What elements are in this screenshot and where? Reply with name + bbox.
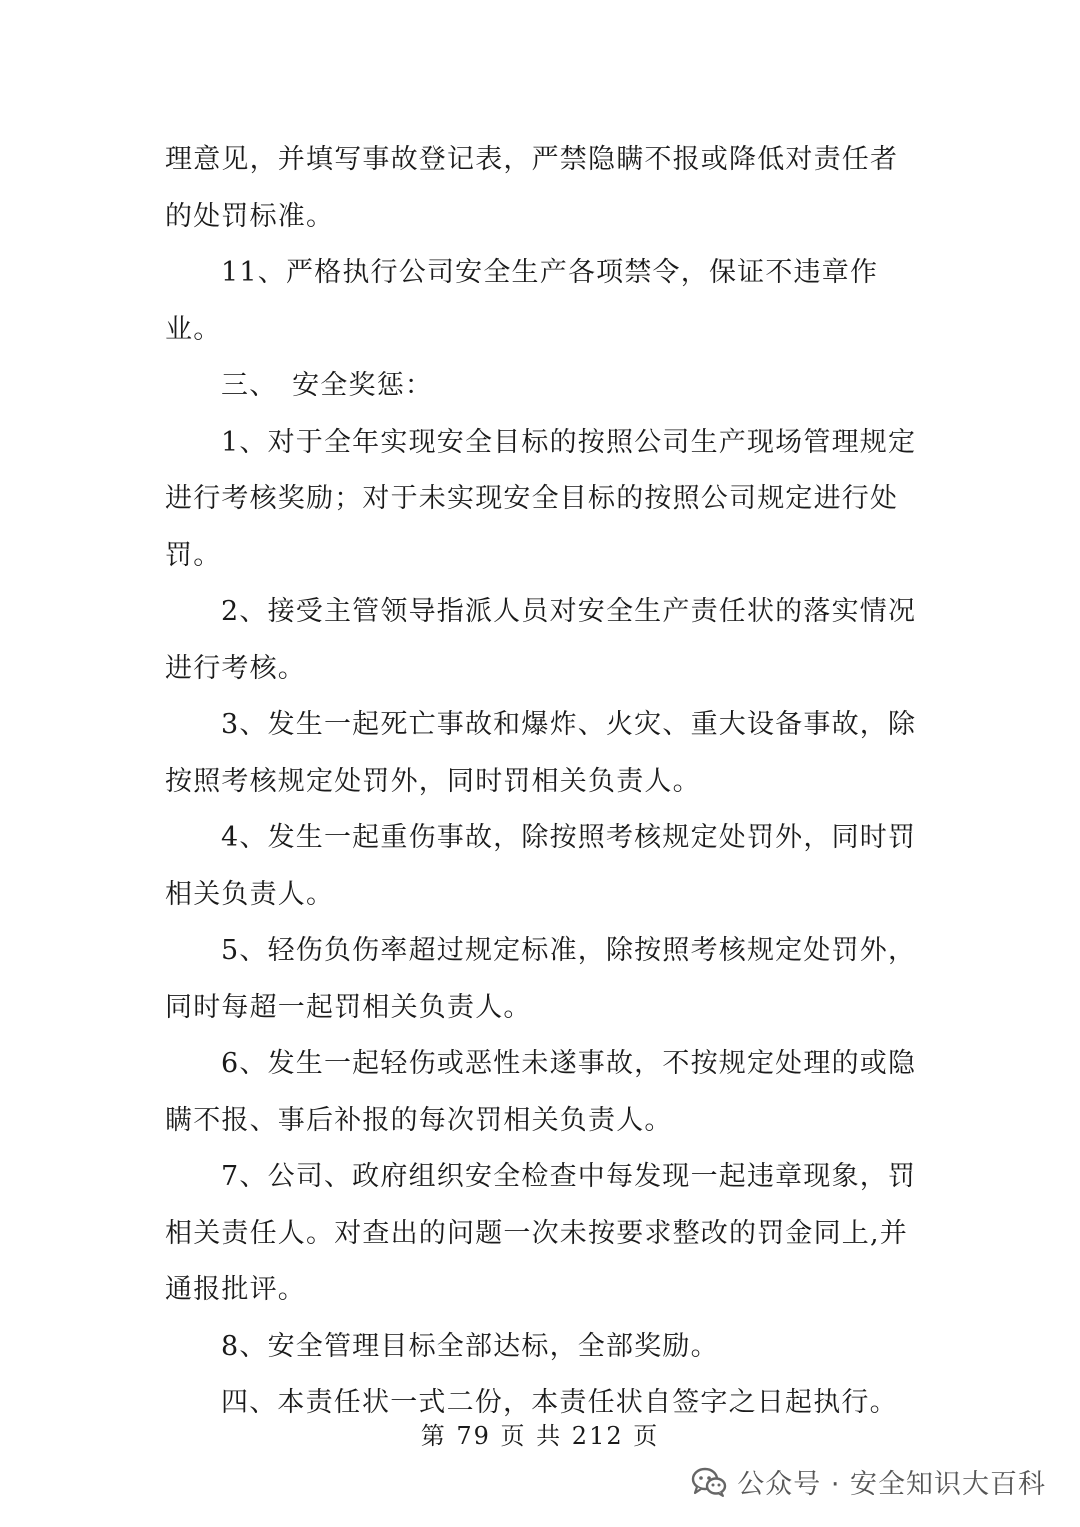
page-number: 第 79 页 共 212 页 [420,1422,660,1450]
wechat-icon [691,1466,727,1498]
paragraph: 4、发生一起重伤事故，除按照考核规定处罚外，同时罚相关负责人。 [165,822,917,910]
watermark-text: 公众号 · 安全知识大百科 [737,1469,1046,1500]
paragraph: 1、对于全年实现安全目标的按照公司生产现场管理规定进行考核奖励；对于未实现安全目标的按照公司规定进行处罚。 [165,426,917,571]
paragraph: 理意见，并填写事故登记表，严禁隐瞒不报或降低对责任者的处罚标准。 [165,144,899,232]
paragraph: 11、严格执行公司安全生产各项禁令，保证不违章作业。 [165,257,879,345]
paragraph: 8、安全管理目标全部达标，全部奖励。 [221,1330,719,1362]
document-body [165,132,925,1432]
paragraph: 2、接受主管领导指派人员对安全生产责任状的落实情况进行考核。 [165,596,917,684]
paragraph: 7、公司、政府组织安全检查中每发现一起违章现象，罚相关责任人。对查出的问题一次未按要求整改的罚金同上,并通报批评。 [165,1161,917,1305]
paragraph: 6、发生一起轻伤或恶性未遂事故，不按规定处理的或隐瞒不报、事后补报的每次罚相关负责人。 [165,1048,917,1136]
paragraph: 四、本责任状一式二份，本责任状自签字之日起执行。 [221,1387,898,1418]
paragraph: 5、轻伤负伤率超过规定标准，除按照考核规定处罚外，同时每超一起罚相关负责人。 [165,935,917,1023]
watermark [691,1462,1046,1501]
paragraph: 3、发生一起死亡事故和爆炸、火灾、重大设备事故，除按照考核规定处罚外，同时罚相关负责人。 [165,709,917,797]
section-heading: 三、 安全奖惩： [221,370,434,401]
